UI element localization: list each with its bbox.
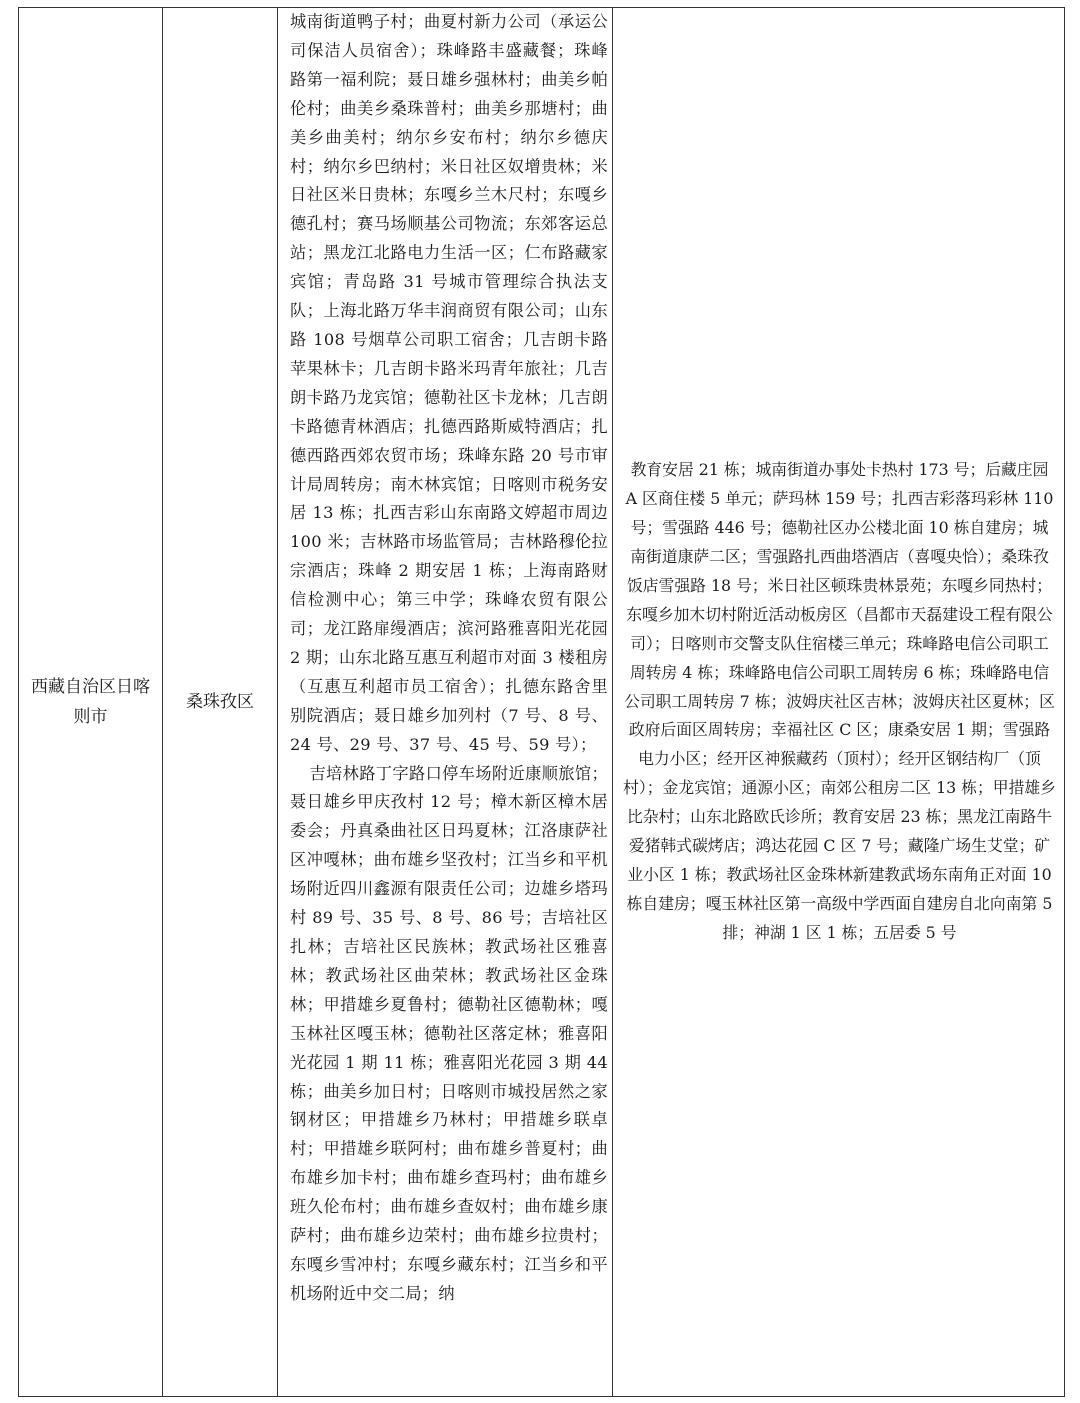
area-list-cell <box>278 8 613 1397</box>
right-area-list-text: 教育安居 21 栋；城南街道办事处卡热村 173 号；后藏庄园 A 区商住楼 5 单元；萨玛林 159 号；扎西吉彩落玛彩林 110 号；雪强路 446 号；德勒社区办公楼北面 10 栋自建房；城南街道康萨二区；雪强路扎西曲塔酒店（喜嘎央恰）；桑珠孜饭店雪强路 18 号；米日社区顿珠贵林景苑；东嘎乡同热村；东嘎乡加木切村附近活动板房区（昌都市天磊建设工程有限公司）；日喀则市交警支队住宿楼三单元；珠峰路电信公司职工周转房 4 栋；珠峰路电信公司职工周转房 6 栋；珠峰路电信公司职工周转房 7 栋；波姆庆社区吉林；波姆庆社区夏林；区政府后面区周转房；幸福社区 C 区；康桑安居 1 期；雪强路电力小区；经开区神猴藏药（顶村）；经开区钢结构厂（顶村）；金龙宾馆；通源小区；南郊公租房二区 13 栋；甲措雄乡比杂村；山东北路欧氏诊所；教育安居 23 栋；黑龙江南路牛爱猪韩式碳烤店；鸿达花园 C 区 7 号；藏隆广场生艾堂；矿业小区 1 栋；教武场社区金珠林新建教武场东南角正对面 10 栋自建房；嘎玉林社区第一高级中学西面自建房自北向南第 5 排；神湖 1 区 1 栋；五居委 5 号 <box>623 460 1056 942</box>
region-cell <box>19 8 163 1397</box>
area-list-paragraph-2: 吉培林路丁字路口停车场附近康顺旅馆；聂日雄乡甲庆孜村 12 号；樟木新区樟木居委会；丹真桑曲社区日玛夏林；江洛康萨社区冲嘎林；曲布雄乡坚孜村；江当乡和平机场附近四川鑫源有限责任公司；边雄乡塔玛村 89 号、35 号、8 号、86 号；吉培社区扎林；吉培社区民族林；教武场社区雅喜林；教武场社区曲荣林；教武场社区金珠林；甲措雄乡夏鲁村；德勒社区德勒林；嘎玉林社区嘎玉林；德勒社区落定林；雅喜阳光花园 1 期 11 栋；雅喜阳光花园 3 期 44 栋；曲美乡加日村；日喀则市城投居然之家钢材区；甲措雄乡乃林村；甲措雄乡联卓村；甲措雄乡联阿村；曲布雄乡普夏村；曲布雄乡加卡村；曲布雄乡查玛村；曲布雄乡班久伦布村；曲布雄乡查奴村；曲布雄乡康萨村；曲布雄乡边荣村；曲布雄乡拉贵村；东嘎乡雪冲村；东嘎乡藏东村；江当乡和平机场附近中交二局；纳 <box>290 763 608 1303</box>
district-name: 桑珠孜区 <box>186 692 254 712</box>
area-list-paragraph-1: 城南街道鸭子村；曲夏村新力公司（承运公司保洁人员宿舍）；珠峰路丰盛藏餐；珠峰路第一福利院；聂日雄乡强林村；曲美乡帕伦村；曲美乡桑珠普村；曲美乡那塘村；曲美乡曲美村；纳尔乡安布村；纳尔乡德庆村；纳尔乡巴纳村；米日社区奴增贵林；米日社区米日贵林；东嘎乡兰木尺村；东嘎乡德孔村；赛马场顺基公司物流；东郊客运总站；黑龙江北路电力生活一区；仁布路藏家宾馆；青岛路 31 号城市管理综合执法支队；上海北路万华丰润商贸有限公司；山东路 108 号烟草公司职工宿舍；几吉朗卡路苹果林卡；几吉朗卡路米玛青年旅社；几吉朗卡路乃龙宾馆；德勒社区卡龙林；几吉朗卡路德青林酒店；扎德西路斯威特酒店；扎德西路西郊农贸市场；珠峰东路 20 号市审计局周转房；南木林宾馆；日喀则市税务安居 13 栋；扎西吉彩山东南路文婷超市周边 100 米；吉林路市场监管局；吉林路穆伦拉宗酒店；珠峰 2 期安居 1 栋；上海南路财信检测中心；第三中学；珠峰农贸有限公司；龙江路扉缦酒店；滨河路雅喜阳光花园 2 期；山东北路互惠互利超市对面 3 楼租房（互惠互利超市员工宿舍）；扎德东路舍里别院酒店；聂日雄乡加列村（7 号、8 号、24 号、29 号、37 号、45 号、59 号）； <box>290 12 608 754</box>
risk-area-table <box>18 7 1065 1397</box>
district-cell <box>163 8 278 1397</box>
region-name: 西藏自治区日喀则市 <box>31 677 150 727</box>
table-row <box>19 8 1065 1397</box>
right-area-list-cell <box>613 8 1065 1397</box>
